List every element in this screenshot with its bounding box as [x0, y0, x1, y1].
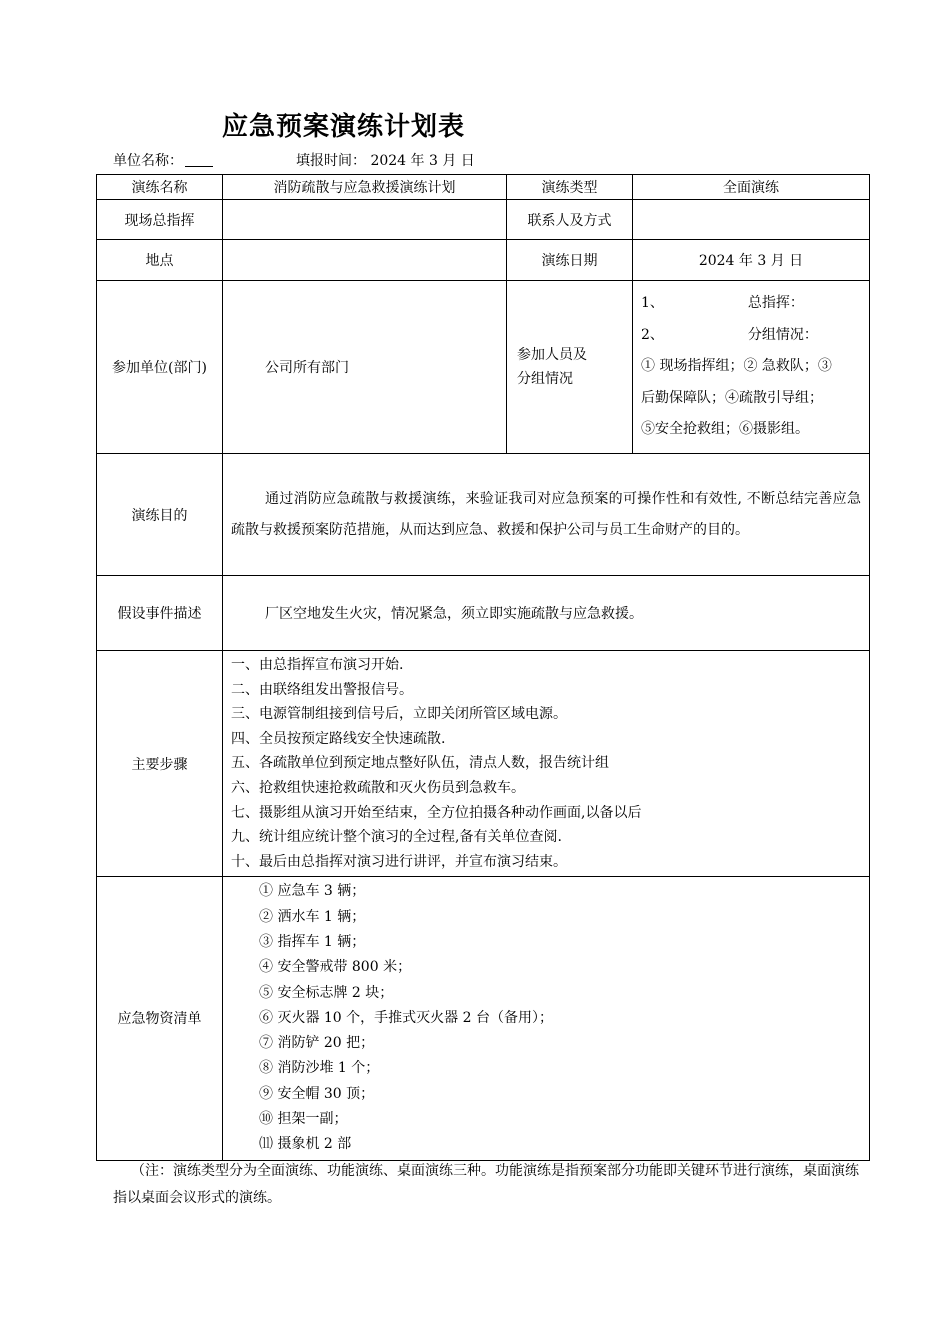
group-line1-prefix: 1、: [641, 295, 664, 312]
supplies-list: [223, 877, 870, 1160]
list-item: ⑾ 摄象机 2 部: [259, 1136, 352, 1153]
group-line2-prefix: 2、: [641, 326, 664, 343]
footnote: （注：演练类型分为全面演练、功能演练、桌面演练三种。功能演练是指预案部分功能即关键环节进行演练，桌面演练指以桌面会议形式的演练。: [113, 1163, 859, 1206]
list-item: ⑨ 安全帽 30 顶；: [259, 1085, 375, 1102]
drill-name-value: 消防疏散与应急救援演练计划: [223, 175, 507, 200]
participating-units-label: 参加单位(部门): [97, 281, 223, 454]
unit-name-field: [113, 150, 213, 170]
location-value: [223, 240, 507, 281]
table-row: [97, 240, 870, 281]
drill-type-label: 演练类型: [507, 175, 633, 200]
group-line1-text: 总指挥：: [747, 295, 804, 312]
list-item: 二、由联络组发出警报信号。: [231, 681, 413, 698]
list-item: ④ 安全警戒带 800 米；: [259, 959, 412, 976]
report-time-field: [296, 150, 475, 170]
contact-label: 联系人及方式: [507, 200, 633, 240]
list-item: 三、电源管制组接到信号后，立即关闭所管区域电源。: [231, 706, 567, 723]
list-item: ① 应急车 3 辆；: [259, 883, 366, 900]
drill-date-value: 2024 年 3 月 日: [633, 240, 870, 281]
list-item: ③ 指挥车 1 辆；: [259, 933, 366, 950]
list-item: ⑤ 安全标志牌 2 块；: [259, 984, 394, 1001]
list-item: 六、抢救组快速抢救疏散和灭火伤员到急救车。: [231, 779, 525, 796]
report-time-value: 2024 年 3 月 日: [370, 153, 475, 169]
drill-plan-table: [96, 174, 870, 1161]
group-line5: ⑤安全抢救组；⑥摄影组。: [641, 421, 809, 438]
page-title: 应急预案演练计划表: [222, 112, 466, 142]
personnel-groups-label: [507, 281, 633, 454]
drill-date-label: 演练日期: [507, 240, 633, 281]
table-row: [97, 877, 870, 1160]
location-label: 地点: [97, 240, 223, 281]
scenario-text: 厂区空地发生火灾，情况紧急，须立即实施疏散与应急救援。: [223, 576, 870, 651]
personnel-label-line1: 参加人员及: [517, 347, 587, 363]
list-item: ⑦ 消防铲 20 把；: [259, 1035, 375, 1052]
table-row: [97, 651, 870, 877]
table-row: [97, 200, 870, 240]
drill-type-value: 全面演练: [633, 175, 870, 200]
scenario-label: 假设事件描述: [97, 576, 223, 651]
list-item: 四、全员按预定路线安全快速疏散.: [231, 730, 446, 747]
list-item: 十、最后由总指挥对演习进行讲评，并宣布演习结束。: [231, 853, 567, 870]
purpose-text: 通过消防应急疏散与救援演练，来验证我司对应急预案的可操作性和有效性, 不断总结完善应急疏散与救援预案防范措施，从而达到应急、救援和保护公司与员工生命财产的目的。: [223, 454, 870, 576]
table-row: [97, 281, 870, 454]
contact-value: [633, 200, 870, 240]
table-row: [97, 454, 870, 576]
list-item: ② 洒水车 1 辆；: [259, 908, 366, 925]
group-line4: 后勤保障队；④疏散引导组；: [641, 389, 823, 406]
list-item: ⑩ 担架一副；: [259, 1111, 348, 1128]
group-line2-text: 分组情况：: [747, 326, 818, 343]
steps-label: 主要步骤: [97, 651, 223, 877]
table-row: [97, 175, 870, 200]
purpose-label: 演练目的: [97, 454, 223, 576]
supplies-label: 应急物资清单: [97, 877, 223, 1160]
group-line3: ① 现场指挥组；② 急救队；③: [641, 358, 832, 375]
list-item: 九、统计组应统计整个演习的全过程,备有关单位查阅.: [231, 829, 562, 846]
list-item: 一、由总指挥宣布演习开始.: [231, 657, 404, 673]
list-item: 五、各疏散单位到预定地点整好队伍，清点人数，报告统计组: [231, 755, 609, 772]
personnel-groups-value: [633, 281, 870, 454]
participating-units-value: 公司所有部门: [223, 281, 507, 454]
list-item: ⑧ 消防沙堆 1 个；: [259, 1060, 380, 1077]
personnel-label-line2: 分组情况: [517, 371, 573, 387]
list-item: ⑥ 灭火器 10 个，手推式灭火器 2 台（备用）；: [259, 1009, 553, 1026]
unit-name-label: 单位名称：: [113, 153, 183, 169]
list-item: 七、摄影组从演习开始至结束，全方位拍摄各种动作画面,以备以后: [231, 804, 642, 821]
table-row: [97, 576, 870, 651]
steps-list: [223, 651, 870, 877]
report-time-label: 填报时间：: [296, 153, 366, 169]
commander-value: [223, 200, 507, 240]
drill-name-label: 演练名称: [97, 175, 223, 200]
unit-name-blank: [185, 152, 213, 167]
commander-label: 现场总指挥: [97, 200, 223, 240]
